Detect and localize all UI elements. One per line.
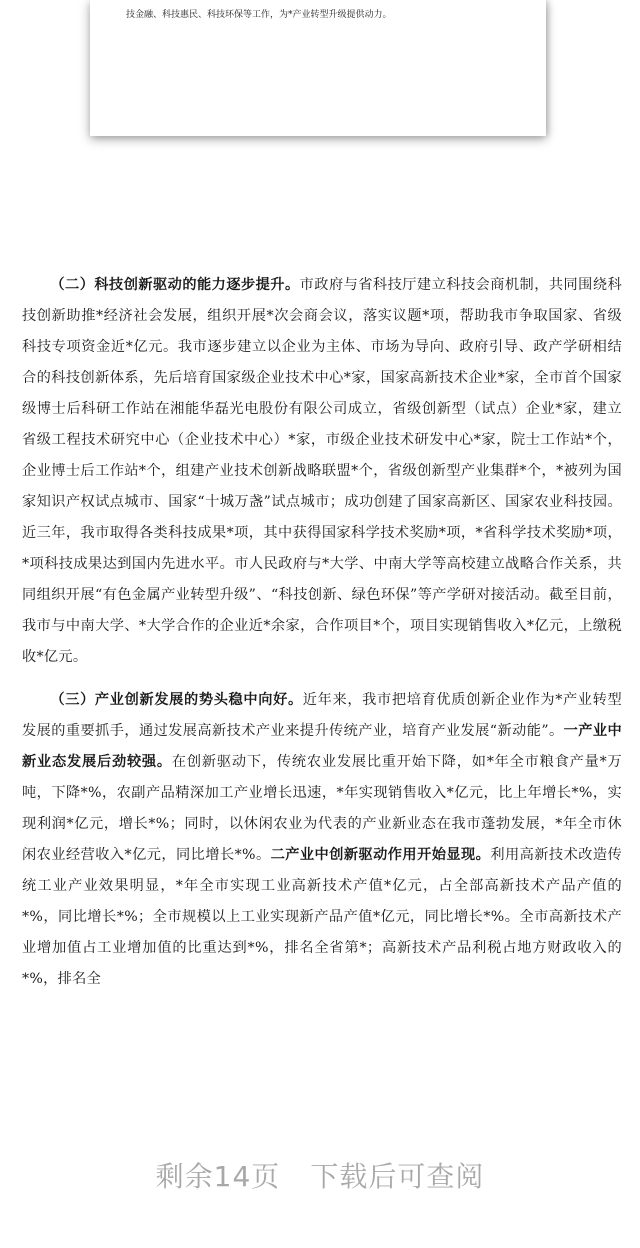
text-primary-industry: 在创新驱动下，传统农业发展比重开始下降，如*年全市粮食产量*万吨，下降*%，农副产品精深加工产业增长迅速，*年实现销售收入*亿元，比上年增长*%，实现利润*亿元，增长*%；同时，以休闲农业为代表的产业新业态在我市蓬勃发展，*年全市休闲农业经营收入*亿元，同比增长*%。 xyxy=(22,754,622,863)
document-body xyxy=(22,270,622,1007)
download-to-view-link[interactable]: 下载后可查阅 xyxy=(310,1160,485,1193)
previous-page-preview xyxy=(90,0,546,136)
download-prompt-banner[interactable] xyxy=(0,1155,640,1195)
heading-industry-innovation: （三）产业创新发展的势头稳中向好。 xyxy=(50,692,303,708)
previous-page-tail-text: 技金融、科技惠民、科技环保等工作，为*产业转型升级提供动力。 xyxy=(126,10,392,20)
paragraph-industry-innovation xyxy=(22,685,622,995)
viewer-top-zone xyxy=(0,0,640,190)
heading-tech-innovation: （二）科技创新驱动的能力逐步提升。 xyxy=(50,277,300,293)
heading-secondary-industry: 二产业中创新驱动作用开始显现。 xyxy=(270,847,491,863)
text-secondary-industry: 利用高新技术改造传统工业产业效果明显，*年全市实现工业高新技术产值*亿元，占全部高新技术产品产值的*%，同比增长*%；全市规模以上工业实现新产品产值*亿元，同比增长*%。全市高新技术产业增加值占工业增加值的比重达到*%，排名全省第*；高新技术产品利税占地方财政收入的*%，排名全 xyxy=(22,847,622,987)
remaining-pages-label: 剩余14页 xyxy=(155,1160,281,1193)
text-tech-innovation: 市政府与省科技厅建立科技会商机制，共同围绕科技创新助推*经济社会发展，组织开展*次会商会议，落实议题*项，帮助我市争取国家、省级科技专项资金近*亿元。我市逐步建立以企业为主体、市场为导向、政府引导、政产学研相结合的科技创新体系，先后培育国家级企业技术中心*家，国家高新技术企业*家，全市首个国家级博士后科研工作站在湘能华磊光电股份有限公司成立，省级创新型（试点）企业*家，建立省级工程技术研究中心（企业技术中心）*家，市级企业技术研发中心*家，院士工作站*个，企业博士后工作站*个，组建产业技术创新战略联盟*个，省级创新型产业集群*个，*被列为国家知识产权试点城市、国家“十城万盏”试点城市；成功创建了国家高新区、国家农业科技园。近三年，我市取得各类科技成果*项，其中获得国家科学技术奖励*项，*省科学技术奖励*项， *项科技成果达到国内先进水平。市人民政府与*大学、中南大学等高校建立战略合作关系，共同组织开展“有色金属产业转型升级”、“科技创新、绿色环保”等产学研对接活动。截至目前，我市与中南大学、*大学合作的企业近*余家，合作项目*个，项目实现销售收入*亿元，上缴税收*亿元。 xyxy=(22,277,622,665)
text-industry-intro: 近年来，我市把培育优质创新企业作为*产业转型发展的重要抓手，通过发展高新技术产业来提升传统产业，培育产业发展“新动能”。 xyxy=(22,692,622,739)
paragraph-tech-innovation xyxy=(22,270,622,673)
heading-primary-industry: 一产业中新业态发展后劲较强。 xyxy=(22,723,622,770)
